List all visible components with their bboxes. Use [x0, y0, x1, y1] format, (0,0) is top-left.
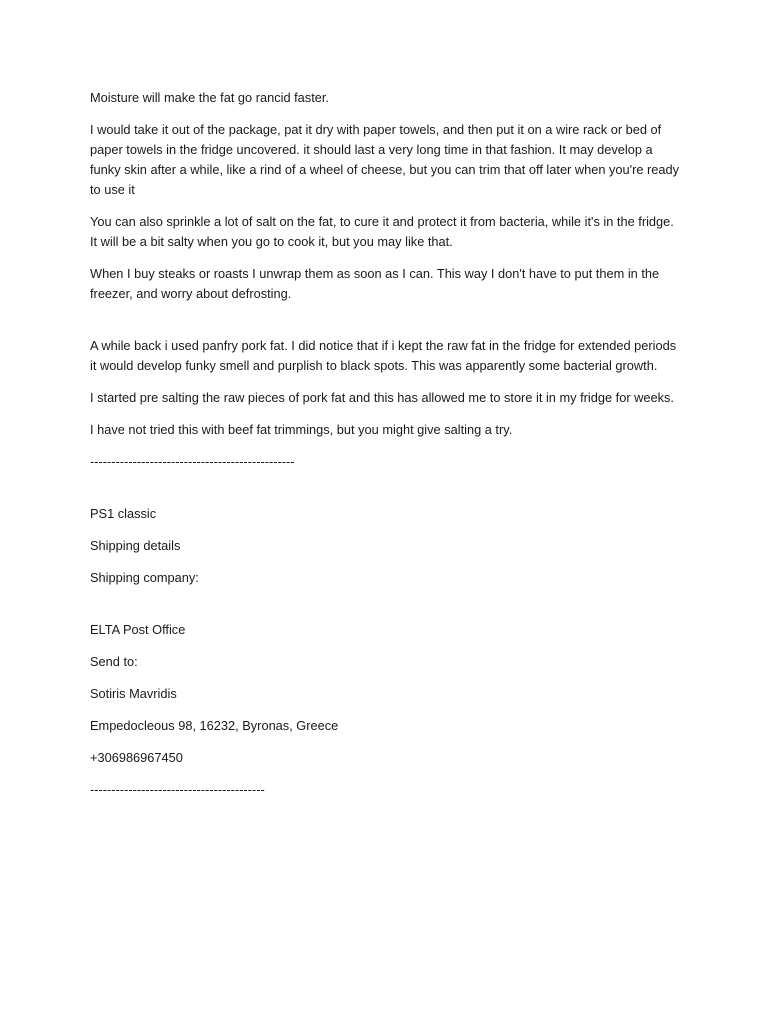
spacer [90, 376, 680, 388]
shipping-title: PS1 classic [90, 506, 157, 521]
shipping-company: ELTA Post Office [90, 622, 186, 637]
paragraph-steaks: When I buy steaks or roasts I unwrap them as soon as I can. This way I don't have to put them in the freezer, and worry about defrosting. [90, 266, 660, 301]
spacer [90, 252, 680, 264]
paragraph-package: I would take it out of the package, pat it dry with paper towels, and then put it on a wire rack or bed of paper towels in the fridge uncovered. it should last a very long time in that fashion. It may develop a funky skin after a while, like a rind of a wheel of cheese, but you can trim that off later when you're ready to use it [90, 122, 680, 197]
spacer [90, 588, 680, 620]
send-to-label: Send to: [90, 654, 138, 669]
shipping-company-label: Shipping company: [90, 570, 199, 585]
spacer [90, 304, 680, 336]
recipient-name: Sotiris Mavridis [90, 686, 177, 701]
shipping-details-label: Shipping details [90, 538, 181, 553]
paragraph-pre-salting: I started pre salting the raw pieces of pork fat and this has allowed me to store it in my fridge for weeks. [90, 390, 674, 405]
spacer [90, 640, 680, 652]
spacer [90, 408, 680, 420]
divider-bottom: ----------------------------------------- [90, 782, 265, 797]
spacer [90, 736, 680, 748]
paragraph-pork-fat: A while back i used panfry pork fat. I did notice that if i kept the raw fat in the fridge for extended periods it would develop funky smell and purplish to black spots. This was apparently some bacterial growth. [90, 338, 677, 373]
paragraph-beef-fat: I have not tried this with beef fat trimmings, but you might give salting a try. [90, 422, 513, 437]
spacer [90, 672, 680, 684]
spacer [90, 440, 680, 452]
recipient-address: Empedocleous 98, 16232, Byronas, Greece [90, 718, 339, 733]
document-page [90, 88, 680, 800]
spacer [90, 704, 680, 716]
spacer [90, 524, 680, 536]
paragraph-salt: You can also sprinkle a lot of salt on the fat, to cure it and protect it from bacteria, while it's in the fridge. It will be a bit salty when you go to cook it, but you may like that. [90, 214, 674, 249]
recipient-phone: +306986967450 [90, 750, 183, 765]
paragraph-moisture: Moisture will make the fat go rancid faster. [90, 90, 329, 105]
spacer [90, 556, 680, 568]
divider-top: ------------------------------------------------ [90, 454, 295, 469]
spacer [90, 768, 680, 780]
spacer [90, 108, 680, 120]
spacer [90, 472, 680, 504]
spacer [90, 200, 680, 212]
